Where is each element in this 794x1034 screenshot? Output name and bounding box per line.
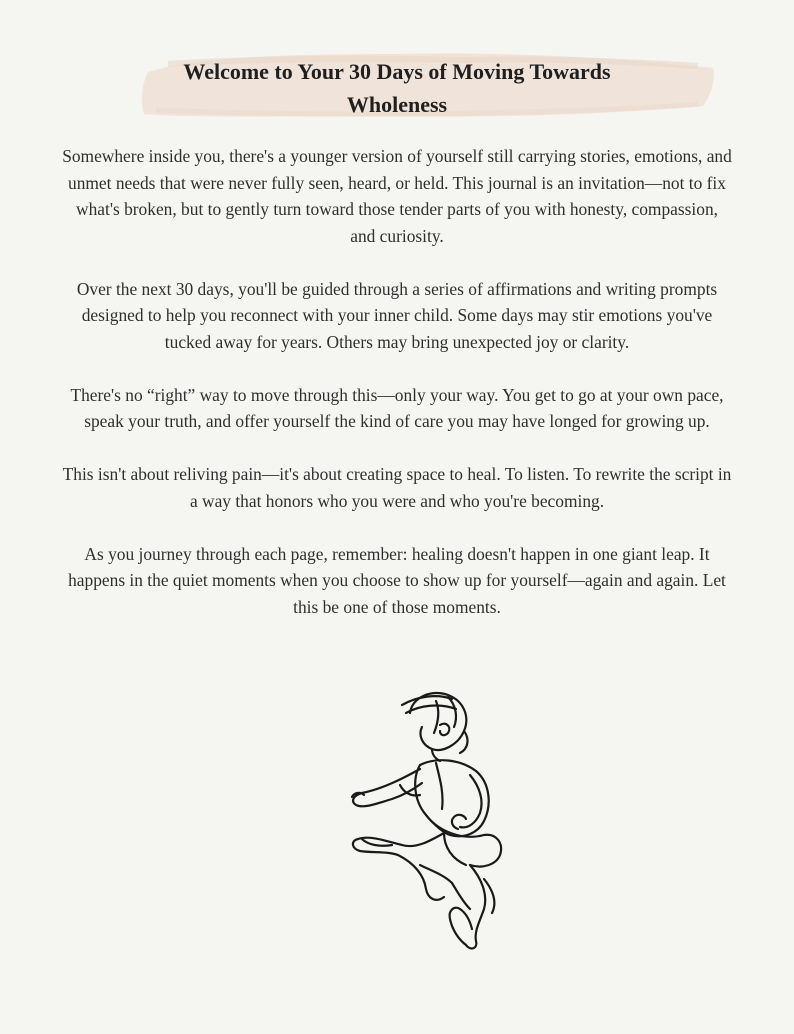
paragraph-5: As you journey through each page, remember: healing doesn't happen in one giant leap. It happens in the quiet moments when you choose to show up for yourself—again and again. Let this be one of those moments.: [68, 543, 726, 617]
paragraph-4: This isn't about reliving pain—it's about creating space to heal. To listen. To rewrite the script in a way that honors who you were and who you're becoming.: [62, 464, 732, 511]
paragraph-3: There's no “right” way to move through this—only your way. You get to go at your own pace, speak your truth, and offer yourself the kind of care you may have longed for growing up.: [70, 384, 724, 431]
paragraph-2: Over the next 30 days, you'll be guided through a series of affirmations and writing prompts designed to help you reconnect with your inner child. Some days may stir emotions you've tucked away for years. Others may bring unexpected joy or clarity.: [76, 278, 718, 352]
jumping-child-line-drawing-icon: [340, 683, 530, 953]
intro-body: [62, 143, 732, 620]
page-title-line-1: Welcome to Your 30 Days of Moving Towards: [183, 59, 611, 84]
page-title-line-2: Wholeness: [346, 92, 448, 117]
paragraph-1: Somewhere inside you, there's a younger version of yourself still carrying stories, emotions, and unmet needs that were never fully seen, heard, or held. This journal is an invitation—not to fix what's broken, but to gently turn toward those tender parts of you with honesty, compassion, and curiosity.: [62, 146, 732, 246]
page-title: [0, 55, 794, 121]
title-banner: [0, 40, 794, 124]
